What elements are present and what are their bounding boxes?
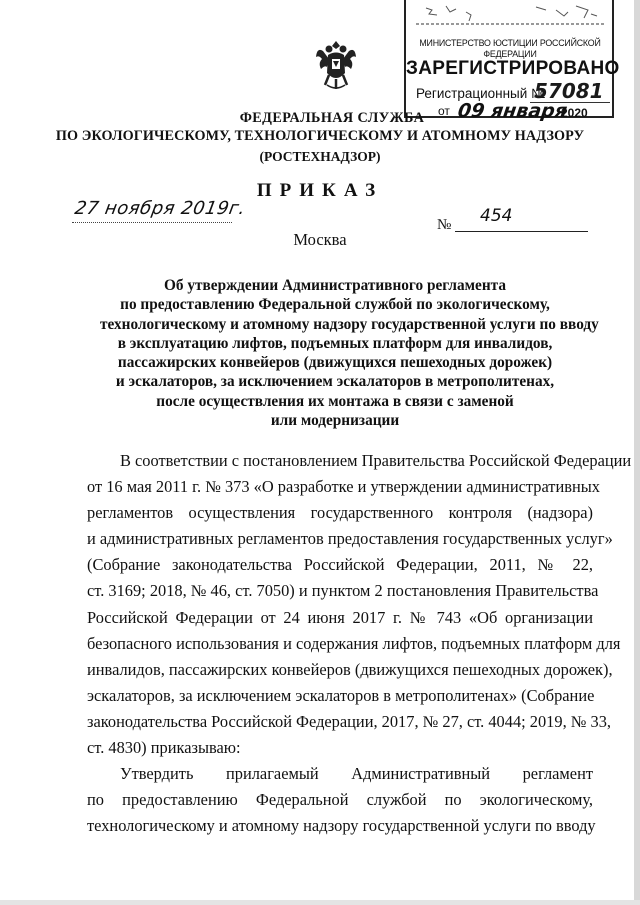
title-line: по предоставлению Федеральной службой по экологическому, <box>120 296 550 314</box>
stamp-from-label: от <box>438 104 450 118</box>
body-line: Российской Федерации от 24 июня 2017 г. № 743 «Об организации <box>87 607 593 627</box>
body-line: В соответствии с постановлением Правительства Российской Федерации <box>120 451 632 470</box>
body-line: ст. 3169; 2018, № 46, ст. 7050) и пунктом 2 постановления Правительства <box>87 581 599 601</box>
stamp-registered-label: ЗАРЕГИСТРИРОВАНО <box>406 58 620 79</box>
date-underline <box>72 222 232 223</box>
body-line: регламентов осуществления государственного контроля (надзора) <box>87 503 593 523</box>
registration-stamp <box>404 0 620 122</box>
order-body <box>87 448 632 839</box>
body-line: технологическому и атомному надзору государственной услуги по вводу <box>87 816 596 836</box>
stamp-ministry-name: МИНИСТЕРСТВО ЮСТИЦИИ РОССИЙСКОЙ ФЕДЕРАЦИИ <box>419 38 601 60</box>
handwritten-order-date: 27 ноября 2019г. <box>73 198 248 219</box>
stamp-seal-fragment-icon <box>416 2 606 32</box>
order-title <box>100 276 599 430</box>
title-line: в эксплуатацию лифтов, подъемных платформ для инвалидов, <box>117 334 553 352</box>
city-name: Москва <box>293 230 347 249</box>
stamp-reg-number-label: Регистрационный № <box>416 86 546 101</box>
stamp-reg-number: 57081 <box>534 79 604 103</box>
body-line: Утвердить прилагаемый Административный регламент <box>120 764 593 784</box>
agency-name-line-1: ФЕДЕРАЛЬНАЯ СЛУЖБА <box>239 110 425 126</box>
scan-bottom-edge <box>0 900 640 905</box>
body-line: (Собрание законодательства Российской Федерации, 2011, № 22, <box>87 555 593 575</box>
coat-of-arms-icon <box>313 37 359 91</box>
body-line: по предоставлению Федеральной службой по экологическому, <box>87 790 593 810</box>
body-line: инвалидов, пассажирских конвейеров (движущихся пешеходных дорожек), <box>87 659 613 679</box>
body-line: от 16 мая 2011 г. № 373 «О разработке и утверждении административных <box>87 477 600 497</box>
stamp-registration-date: 09 января <box>456 100 569 122</box>
body-line: безопасного использования и содержания лифтов, подъемных платформ для <box>87 633 621 653</box>
stamp-registration-year: 2020 <box>561 106 588 120</box>
order-number: 454 <box>480 206 513 226</box>
body-line: и административных регламентов предоставления государственных услуг» <box>87 529 613 549</box>
agency-name-line-2: ПО ЭКОЛОГИЧЕСКОМУ, ТЕХНОЛОГИЧЕСКОМУ И АТОМНОМУ НАДЗОРУ <box>55 128 585 144</box>
body-line: эскалаторов, за исключением эскалаторов в метрополитенах» (Собрание <box>87 685 595 705</box>
title-line: технологическому и атомному надзору государственной услуги по вводу <box>100 315 599 333</box>
title-line: после осуществления их монтажа в связи с заменой <box>156 392 514 410</box>
agency-short-name: (РОСТЕХНАДЗОР) <box>259 149 381 164</box>
document-type-heading: ПРИКАЗ <box>256 180 384 201</box>
title-line: и эскалаторов, за исключением эскалаторов в метрополитенах, <box>115 373 555 391</box>
title-line: Об утверждении Административного регламента <box>163 277 507 294</box>
body-line: законодательства Российской Федерации, 2017, № 27, ст. 4044; 2019, № 33, <box>87 711 611 731</box>
title-line: или модернизации <box>270 412 400 430</box>
body-line: ст. 4830) приказываю: <box>87 738 241 758</box>
title-line: пассажирских конвейеров (движущихся пешеходных дорожек) <box>117 354 553 372</box>
order-number-sign: № <box>437 217 452 233</box>
